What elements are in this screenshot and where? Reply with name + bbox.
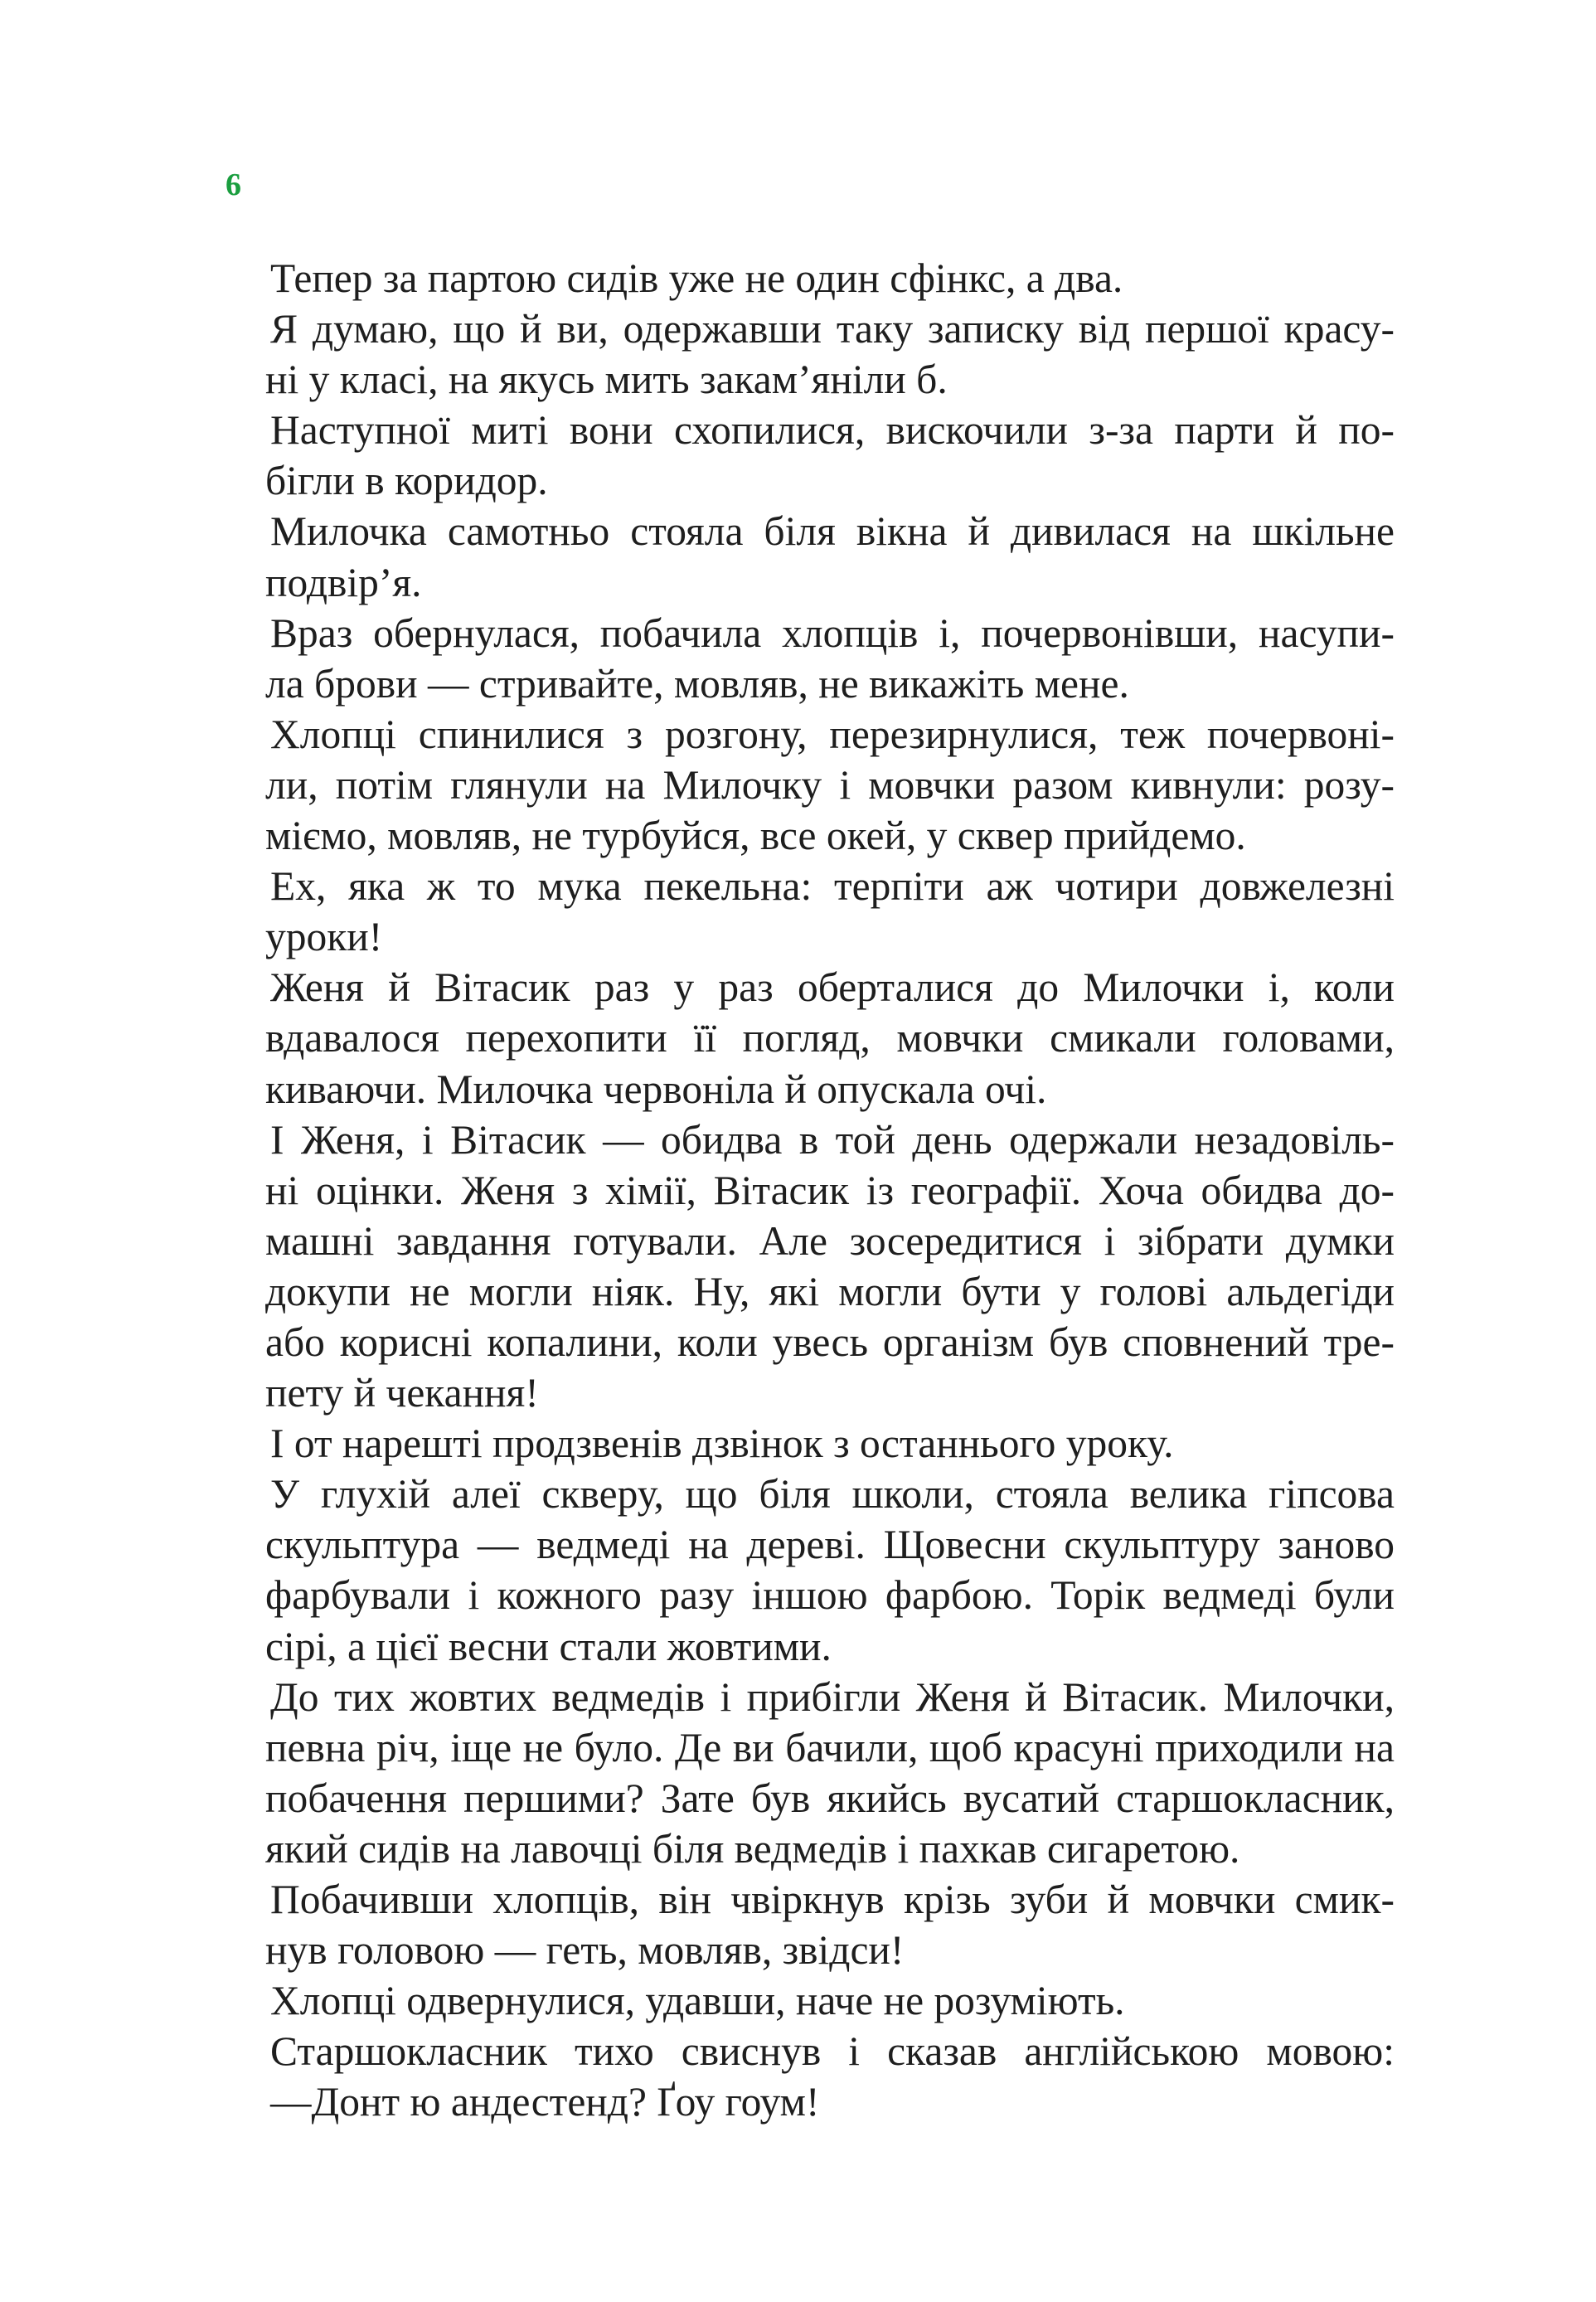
text-line: нув головою — геть, мовляв, звідси! bbox=[265, 1927, 905, 1974]
paragraph bbox=[265, 709, 1395, 861]
paragraph bbox=[265, 1115, 1395, 1419]
text-line: фарбували і кожного разу іншою фарбою. Торік ведмеді були bbox=[265, 1572, 1395, 1619]
paragraph bbox=[265, 506, 1395, 607]
text-line: І Женя, і Вітасик — обидва в той день одержали незадовіль- bbox=[270, 1116, 1395, 1163]
text-line: міємо, мовляв, не турбуйся, все окей, у сквер прийдемо. bbox=[265, 813, 1246, 859]
text-line: ні оцінки. Женя з хімії, Вітасик із географії. Хоча обидва до- bbox=[265, 1167, 1395, 1213]
text-line: У глухій алеї скверу, що біля школи, стояла велика гіпсова bbox=[270, 1471, 1395, 1518]
text-line: сірі, а цієї весни стали жовтими. bbox=[265, 1623, 832, 1669]
text-line: Я думаю, що й ви, одержавши таку записку від першої красу- bbox=[270, 306, 1395, 352]
text-line: бігли в коридор. bbox=[265, 458, 548, 504]
paragraph bbox=[270, 1418, 1395, 1469]
text-line: Хлопці одвернулися, удавши, наче не розуміють. bbox=[270, 1978, 1125, 2024]
text-line: киваючи. Милочка червоніла й опускала очі. bbox=[265, 1066, 1047, 1112]
text-line: подвір’я. bbox=[265, 559, 422, 605]
text-line: Милочка самотньо стояла біля вікна й дивилася на шкільне bbox=[270, 508, 1395, 555]
text-line: Старшокласник тихо свиснув і сказав англійською мовою: bbox=[270, 2028, 1395, 2075]
text-line: Побачивши хлопців, він чвіркнув крізь зуби й мовчки смик- bbox=[270, 1877, 1395, 1922]
paragraph bbox=[265, 861, 1395, 962]
body-text bbox=[265, 253, 1395, 2127]
text-line: Хлопці спинилися з розгону, перезирнулися, теж почервоні- bbox=[270, 711, 1395, 757]
paragraph bbox=[265, 1672, 1395, 1874]
text-line: ла брови — стривайте, мовляв, не викажіть мене. bbox=[265, 660, 1129, 707]
text-line: скульптура — ведмеді на дереві. Щовесни скульптуру заново bbox=[265, 1522, 1395, 1568]
text-line: уроки! bbox=[265, 914, 383, 960]
paragraph bbox=[265, 608, 1395, 709]
text-line: Тепер за партою сидів уже не один сфінкс, а два. bbox=[270, 255, 1123, 301]
paragraph bbox=[270, 2026, 1395, 2076]
paragraph bbox=[265, 962, 1395, 1114]
text-line: машні завдання готували. Але зосередитися і зібрати думки bbox=[265, 1217, 1395, 1264]
paragraph bbox=[265, 1874, 1395, 1975]
text-line: ли, потім глянули на Милочку і мовчки разом кивнули: розу- bbox=[265, 761, 1395, 808]
text-line: ні у класі, на якусь мить закам’яніли б. bbox=[265, 357, 948, 403]
text-line: —Донт ю андестенд? Ґоу гоум! bbox=[270, 2079, 820, 2125]
paragraph bbox=[270, 253, 1395, 304]
text-line: докупи не могли ніяк. Ну, які могли бути у голові альдегіди bbox=[265, 1268, 1395, 1314]
paragraph bbox=[265, 304, 1395, 405]
text-line: Ех, яка ж то мука пекельна: терпіти аж чотири довжелезні bbox=[270, 863, 1395, 910]
text-line: який сидів на лавочці біля ведмедів і пахкав сигаретою. bbox=[265, 1825, 1240, 1872]
text-line: певна річ, іще не було. Де ви бачили, щоб красуні приходили на bbox=[265, 1724, 1395, 1770]
text-line: вдавалося перехопити її погляд, мовчки смикали головами, bbox=[265, 1015, 1395, 1061]
paragraph bbox=[265, 405, 1395, 506]
page-number: 6 bbox=[226, 168, 241, 202]
text-line: І от нарешті продзвенів дзвінок з останнього уроку. bbox=[270, 1421, 1174, 1467]
paragraph bbox=[270, 1975, 1395, 2026]
paragraph bbox=[265, 1469, 1395, 1671]
text-line: Женя й Вітасик раз у раз оберталися до Милочки і, коли bbox=[270, 964, 1395, 1011]
paragraph bbox=[270, 2076, 1395, 2127]
text-line: пету й чекання! bbox=[265, 1370, 539, 1416]
text-line: До тих жовтих ведмедів і прибігли Женя й Вітасик. Милочки, bbox=[270, 1673, 1395, 1720]
text-line: Враз обернулася, побачила хлопців і, почервонівши, насупи- bbox=[270, 609, 1395, 656]
text-line: Наступної миті вони схопилися, вискочили з-за парти й по- bbox=[270, 407, 1395, 454]
text-line: або корисні копалини, коли увесь організм був сповнений тре- bbox=[265, 1319, 1395, 1365]
text-line: побачення першими? Зате був якийсь вусатий старшокласник, bbox=[265, 1775, 1395, 1821]
